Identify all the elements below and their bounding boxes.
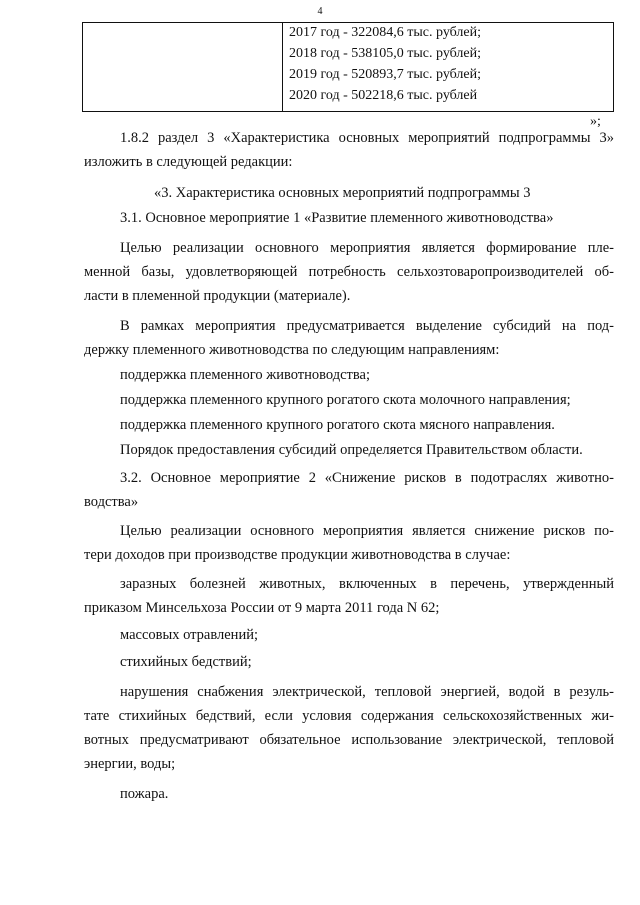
list-item-continued: тате стихийных бедствий, если условия содержания сельскохозяйственных жи- xyxy=(84,708,614,724)
paragraph-line: изложить в следующей редакции: xyxy=(84,154,293,170)
list-item-continued: приказом Минсельхоза России от 9 марта 2011 года N 62; xyxy=(84,600,440,616)
funding-2018: 2018 год - 538105,0 тыс. рублей; xyxy=(289,46,482,61)
funding-2020: 2020 год - 502218,6 тыс. рублей xyxy=(289,88,478,103)
list-item: поддержка племенного крупного рогатого скота молочного направления; xyxy=(120,392,571,408)
subsection-heading-continued: водства» xyxy=(84,494,139,510)
list-item: заразных болезней животных, включенных в перечень, утвержденный xyxy=(120,576,614,592)
paragraph-line: 1.8.2 раздел 3 «Характеристика основных мероприятий подпрограммы 3» xyxy=(120,130,614,146)
paragraph-line: тери доходов при производстве продукции животноводства в случае: xyxy=(84,547,511,563)
funding-2017: 2017 год - 322084,6 тыс. рублей; xyxy=(289,25,482,40)
list-item-continued: вотных предусматривают обязательное использование электрической, тепловой xyxy=(84,732,614,748)
paragraph-line: Целью реализации основного мероприятия является формирование пле- xyxy=(120,240,614,256)
closing-quote-mark: »; xyxy=(590,114,601,129)
page-number: 4 xyxy=(317,6,323,17)
table-funding-cell xyxy=(283,23,613,111)
list-item: нарушения снабжения электрической, тепловой энергией, водой в резуль- xyxy=(120,684,614,700)
list-item: пожара. xyxy=(120,786,169,802)
list-item: поддержка племенного животноводства; xyxy=(120,367,370,383)
table-empty-cell xyxy=(83,23,283,111)
subsection-heading: 3.2. Основное мероприятие 2 «Снижение рисков в подотраслях животно- xyxy=(120,470,614,486)
list-item: стихийных бедствий; xyxy=(120,654,252,670)
list-item: поддержка племенного крупного рогатого скота мясного направления. xyxy=(120,417,555,433)
paragraph-line: ласти в племенной продукции (материале). xyxy=(84,288,351,304)
budget-table xyxy=(82,22,614,112)
list-item-continued: энергии, воды; xyxy=(84,756,176,772)
paragraph-line: держку племенного животноводства по следующим направлениям: xyxy=(84,342,500,358)
paragraph-line: менной базы, удовлетворяющей потребность сельхозтоваропроизводителей об- xyxy=(84,264,614,280)
subsection-heading: 3.1. Основное мероприятие 1 «Развитие племенного животноводства» xyxy=(120,210,554,226)
paragraph-line: Целью реализации основного мероприятия является снижение рисков по- xyxy=(120,523,614,539)
funding-2019: 2019 год - 520893,7 тыс. рублей; xyxy=(289,67,482,82)
section-heading: «3. Характеристика основных мероприятий подпрограммы 3 xyxy=(154,185,531,201)
paragraph-line: В рамках мероприятия предусматривается выделение субсидий на под- xyxy=(120,318,614,334)
paragraph-line: Порядок предоставления субсидий определяется Правительством области. xyxy=(120,442,583,458)
list-item: массовых отравлений; xyxy=(120,627,258,643)
